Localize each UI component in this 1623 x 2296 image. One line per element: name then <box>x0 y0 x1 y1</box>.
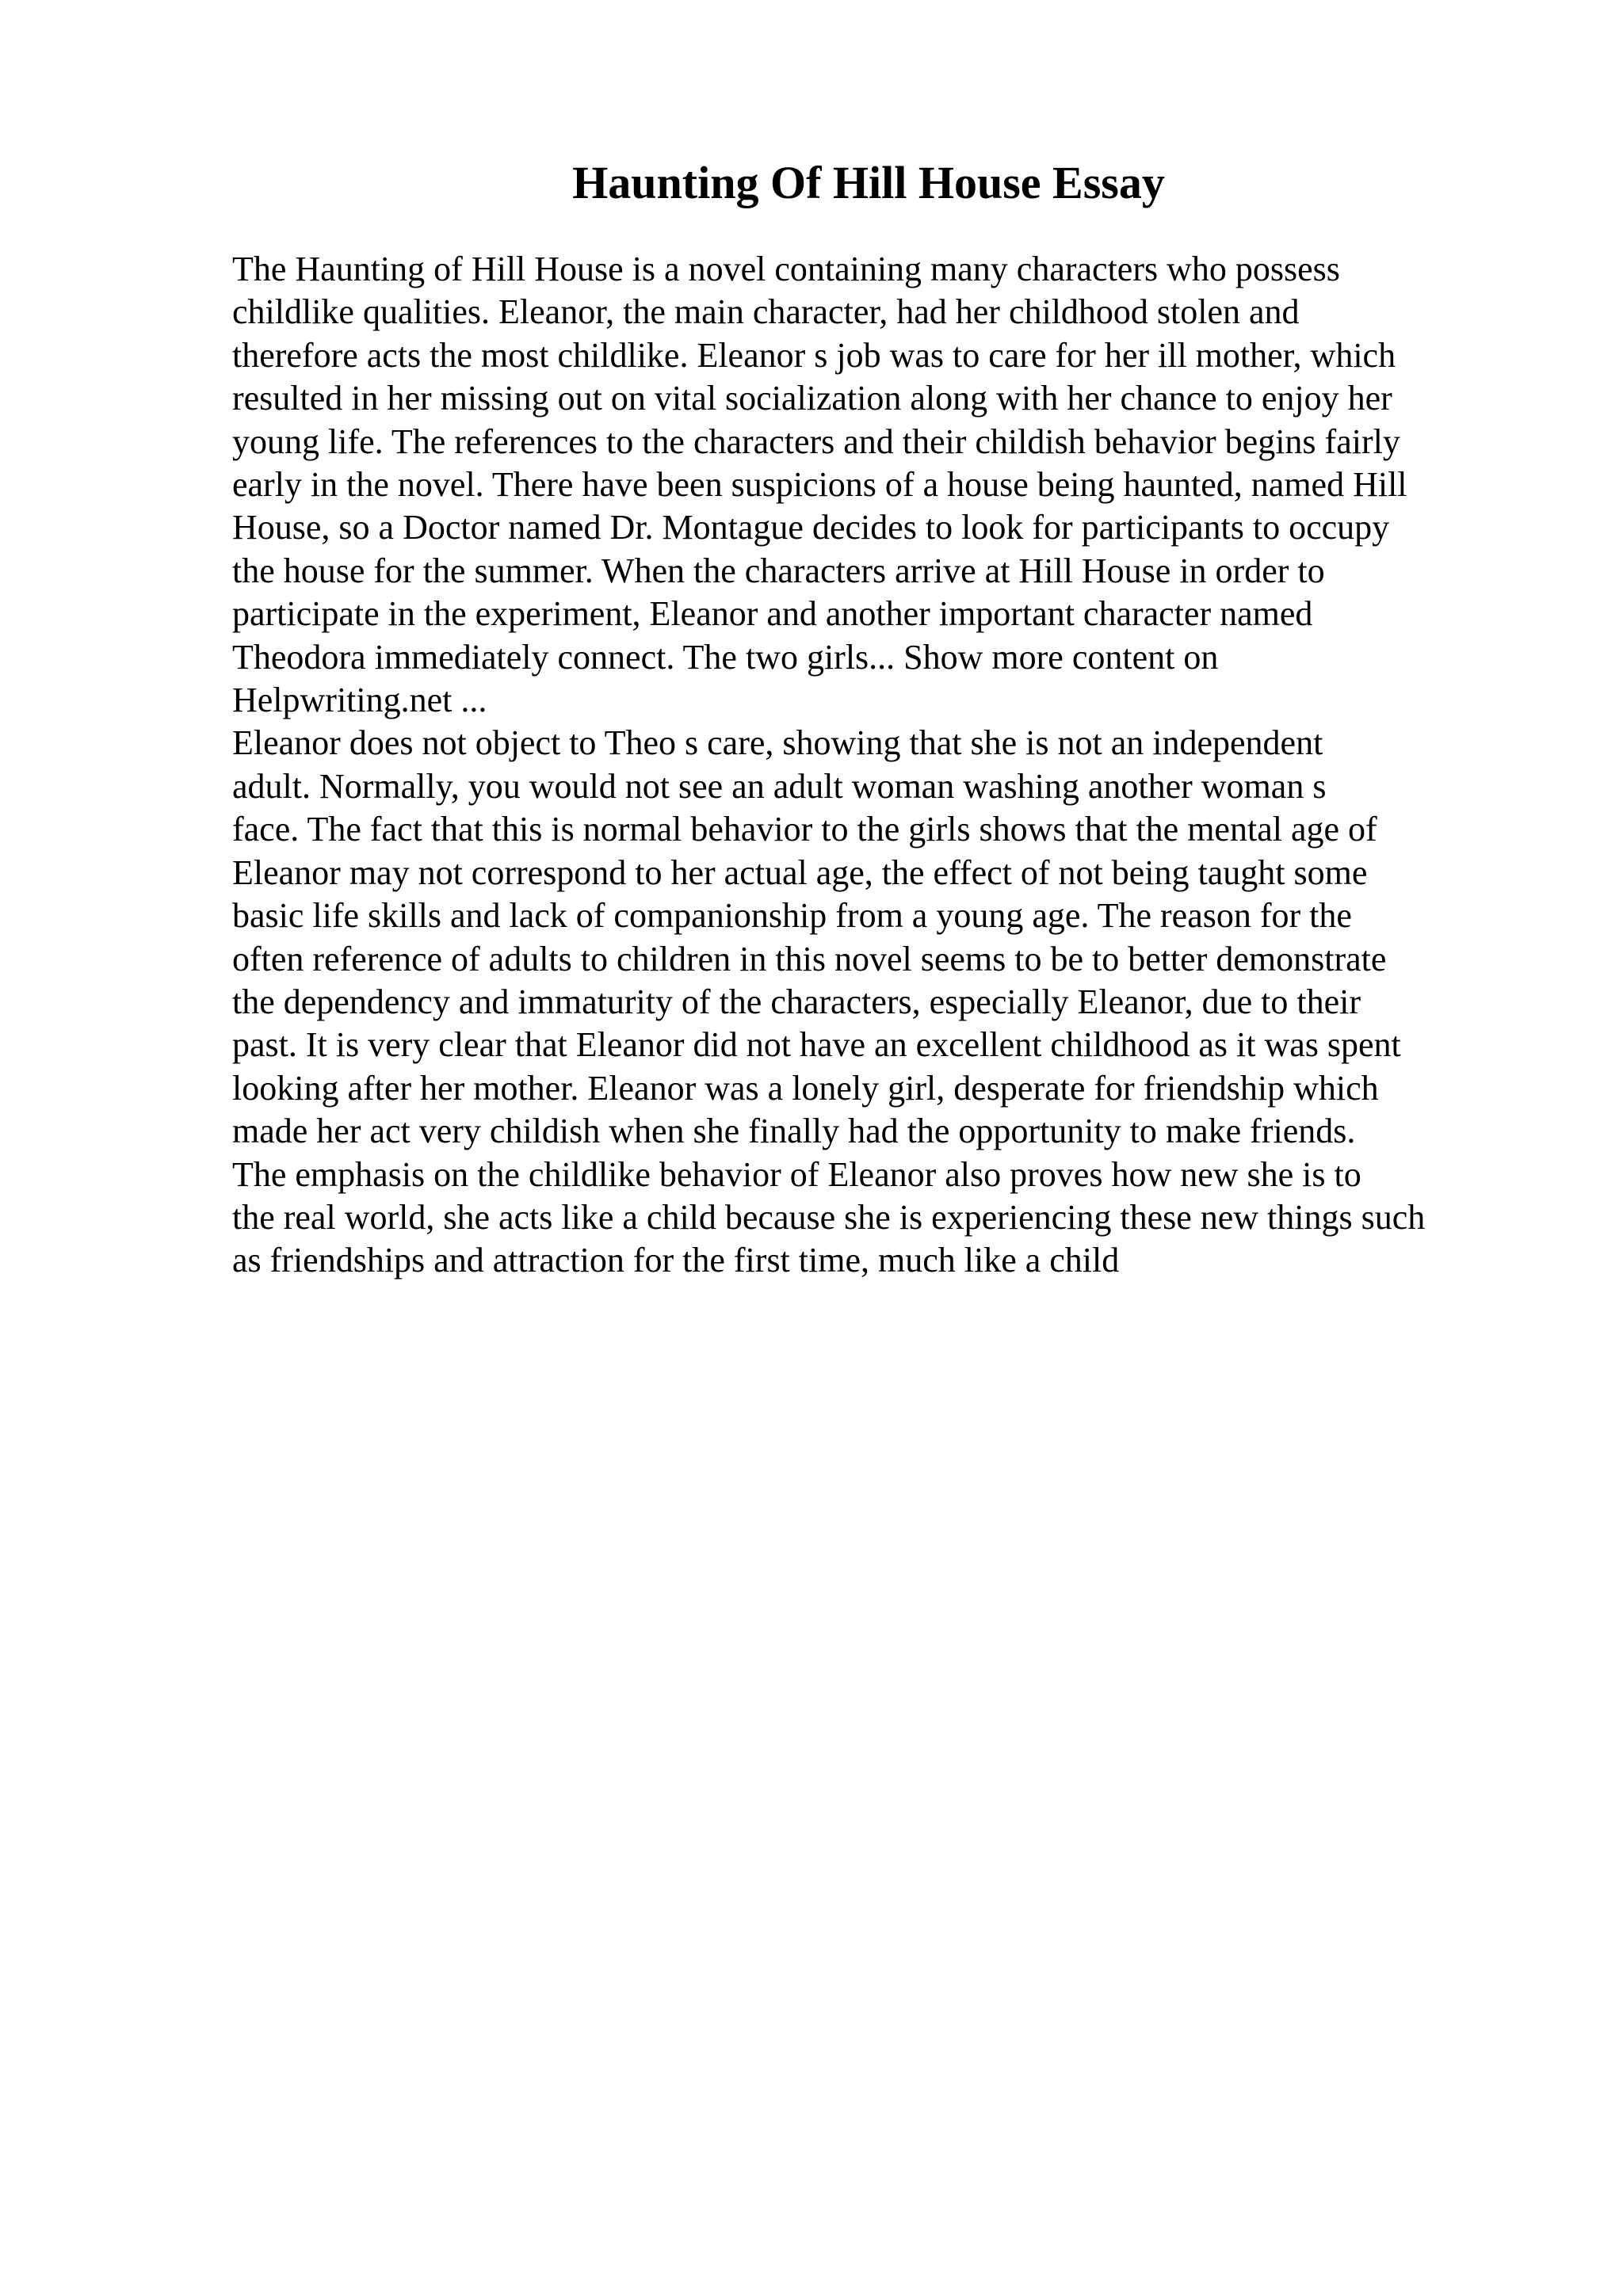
text-line: Theodora immediately connect. The two girls... Show more content on <box>232 637 1219 677</box>
text-line: The emphasis on the childlike behavior of Eleanor also proves how new she is to <box>232 1154 1361 1194</box>
text-line: The Haunting of Hill House is a novel containing many characters who possess <box>232 250 1340 288</box>
text-line: the real world, she acts like a child because she is experiencing these new things such <box>232 1197 1426 1237</box>
text-line: Helpwriting.net ... <box>232 681 487 720</box>
text-line: the house for the summer. When the characters arrive at Hill House in order to <box>232 551 1325 590</box>
text-line: therefore acts the most childlike. Eleanor s job was to care for her ill mother, which <box>232 335 1396 375</box>
text-line: Eleanor may not correspond to her actual age, the effect of not being taught some <box>232 852 1368 892</box>
text-line: often reference of adults to children in this novel seems to be to better demonstrate <box>232 939 1387 978</box>
text-line: Eleanor does not object to Theo s care, showing that she is not an independent <box>232 723 1323 763</box>
text-line: participate in the experiment, Eleanor and another important character named <box>232 594 1313 634</box>
text-line: looking after her mother. Eleanor was a lonely girl, desperate for friendship which <box>232 1068 1379 1108</box>
text-line: face. The fact that this is normal behavior to the girls shows that the mental age of <box>232 810 1377 849</box>
text-line: resulted in her missing out on vital socialization along with her chance to enjoy her <box>232 379 1392 418</box>
text-line: past. It is very clear that Eleanor did not have an excellent childhood as it was spent <box>232 1025 1401 1065</box>
document-body <box>232 248 1611 1283</box>
text-line: the dependency and immaturity of the characters, especially Eleanor, due to their <box>232 982 1361 1021</box>
text-line: House, so a Doctor named Dr. Montague decides to look for participants to occupy <box>232 508 1390 547</box>
text-line: made her act very childish when she finally had the opportunity to make friends. <box>232 1112 1356 1151</box>
text-line: adult. Normally, you would not see an adult woman washing another woman s <box>232 766 1327 806</box>
text-line: basic life skills and lack of companionship from a young age. The reason for the <box>232 896 1352 936</box>
text-line: as friendships and attraction for the first time, much like a child <box>232 1241 1120 1280</box>
document-title: Haunting Of Hill House Essay <box>572 157 1165 208</box>
text-line: early in the novel. There have been suspicions of a house being haunted, named Hill <box>232 465 1407 505</box>
text-line: childlike qualities. Eleanor, the main character, had her childhood stolen and <box>232 292 1300 332</box>
text-line: young life. The references to the characters and their childish behavior begins fairly <box>232 421 1400 461</box>
